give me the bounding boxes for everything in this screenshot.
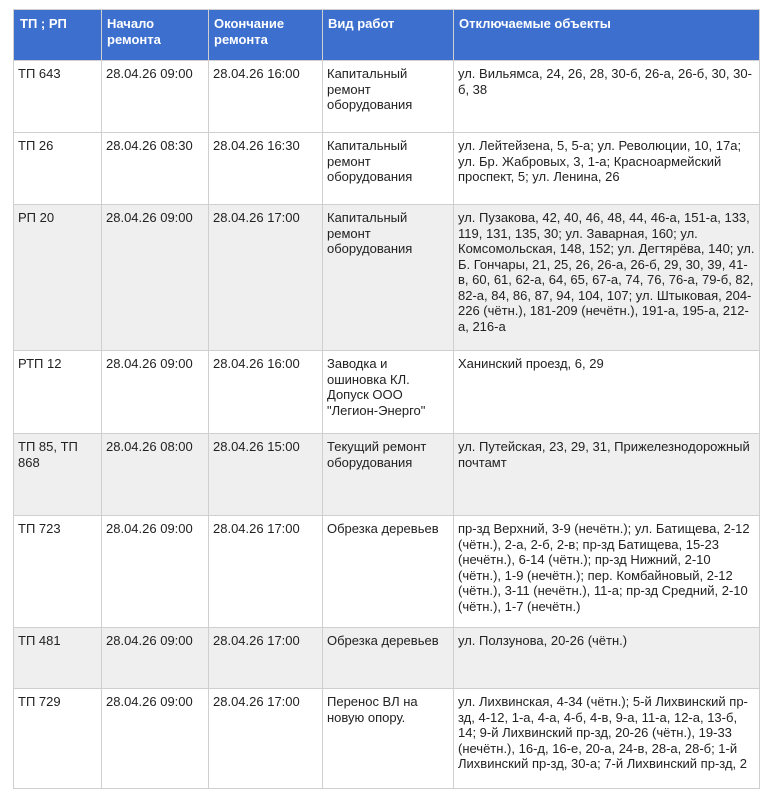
header-station: ТП ; РП (14, 10, 102, 61)
cell-start: 28.04.26 09:00 (102, 205, 209, 351)
table-row (14, 689, 760, 789)
cell-work: Капитальный ремонт оборудования (323, 133, 454, 205)
cell-start: 28.04.26 08:00 (102, 434, 209, 516)
cell-station: ТП 85, ТП 868 (14, 434, 102, 516)
cell-end: 28.04.26 17:00 (209, 628, 323, 689)
cell-station: РТП 12 (14, 351, 102, 434)
cell-work: Перенос ВЛ на новую опору. (323, 689, 454, 789)
cell-end: 28.04.26 17:00 (209, 205, 323, 351)
cell-start: 28.04.26 09:00 (102, 689, 209, 789)
cell-station: ТП 643 (14, 61, 102, 133)
cell-start: 28.04.26 08:30 (102, 133, 209, 205)
cell-start: 28.04.26 09:00 (102, 351, 209, 434)
header-objects: Отключаемые объекты (454, 10, 760, 61)
cell-end: 28.04.26 16:00 (209, 351, 323, 434)
table-row (14, 205, 760, 351)
cell-station: РП 20 (14, 205, 102, 351)
cell-station: ТП 723 (14, 516, 102, 628)
cell-work: Текущий ремонт оборудования (323, 434, 454, 516)
cell-end: 28.04.26 15:00 (209, 434, 323, 516)
cell-objects: Ханинский проезд, 6, 29 (454, 351, 760, 434)
cell-objects: ул. Лейтейзена, 5, 5-а; ул. Революции, 10, 17а; ул. Бр. Жабровых, 3, 1-а; Красноармейский проспект, 5; ул. Ленина, 26 (454, 133, 760, 205)
cell-objects: пр-зд Верхний, 3-9 (нечётн.); ул. Батищева, 2-12 (чётн.), 2-а, 2-б, 2-в; пр-зд Батищева, 15-23 (нечётн.), 6-14 (чётн.); пр-зд Нижний, 2-10 (чётн.), 1-9 (нечётн.); пер. Комбайновый, 2-12 (чётн.), 3-11 (нечётн.), 11-а; пр-зд Средний, 2-10 (чётн.), 1-7 (нечётн.) (454, 516, 760, 628)
cell-end: 28.04.26 16:30 (209, 133, 323, 205)
cell-objects: ул. Вильямса, 24, 26, 28, 30-б, 26-а, 26-б, 30, 30-б, 38 (454, 61, 760, 133)
header-end: Окончание ремонта (209, 10, 323, 61)
cell-station: ТП 729 (14, 689, 102, 789)
cell-work: Обрезка деревьев (323, 516, 454, 628)
cell-start: 28.04.26 09:00 (102, 628, 209, 689)
table-row (14, 628, 760, 689)
header-work-type: Вид работ (323, 10, 454, 61)
table-row (14, 351, 760, 434)
cell-objects: ул. Пузакова, 42, 40, 46, 48, 44, 46-а, 151-а, 133, 119, 131, 135, 30; ул. Заварная, 160; ул. Комсомольская, 148, 152; ул. Дегтярёва, 140; ул. Б. Гончары, 21, 25, 26, 26-а, 26-б, 29, 30, 39, 41-в, 60, 61, 62-а, 64, 65, 67-а, 74, 76, 76-а, 79-б, 82, 82-а, 84, 86, 87, 94, 104, 107; ул. Штыковая, 204-226 (чётн.), 181-209 (нечётн.), 191-а, 195-а, 212-а, 216-а (454, 205, 760, 351)
table-row (14, 133, 760, 205)
cell-work: Заводка и ошиновка КЛ. Допуск ООО "Легион-Энерго" (323, 351, 454, 434)
cell-end: 28.04.26 17:00 (209, 516, 323, 628)
cell-objects: ул. Ползунова, 20-26 (чётн.) (454, 628, 760, 689)
table-row (14, 61, 760, 133)
cell-station: ТП 481 (14, 628, 102, 689)
table-row (14, 434, 760, 516)
cell-work: Капитальный ремонт оборудования (323, 205, 454, 351)
cell-start: 28.04.26 09:00 (102, 61, 209, 133)
cell-end: 28.04.26 17:00 (209, 689, 323, 789)
cell-work: Обрезка деревьев (323, 628, 454, 689)
cell-objects: ул. Путейская, 23, 29, 31, Прижелезнодорожный почтамт (454, 434, 760, 516)
header-start: Начало ремонта (102, 10, 209, 61)
outage-schedule-table (13, 9, 760, 789)
cell-work: Капитальный ремонт оборудования (323, 61, 454, 133)
cell-station: ТП 26 (14, 133, 102, 205)
table-header-row (14, 10, 760, 61)
table-row (14, 516, 760, 628)
cell-objects: ул. Лихвинская, 4-34 (чётн.); 5-й Лихвинский пр-зд, 4-12, 1-а, 4-а, 4-б, 4-в, 9-а, 11-а, 12-а, 13-б, 14; 9-й Лихвинский пр-зд, 20-26 (чётн.), 19-33 (нечётн.), 16-д, 16-е, 20-а, 24-в, 28-а, 28-б; 1-й Лихвинский пр-зд, 30-а; 7-й Лихвинский пр-зд, 2 (454, 689, 760, 789)
cell-end: 28.04.26 16:00 (209, 61, 323, 133)
cell-start: 28.04.26 09:00 (102, 516, 209, 628)
